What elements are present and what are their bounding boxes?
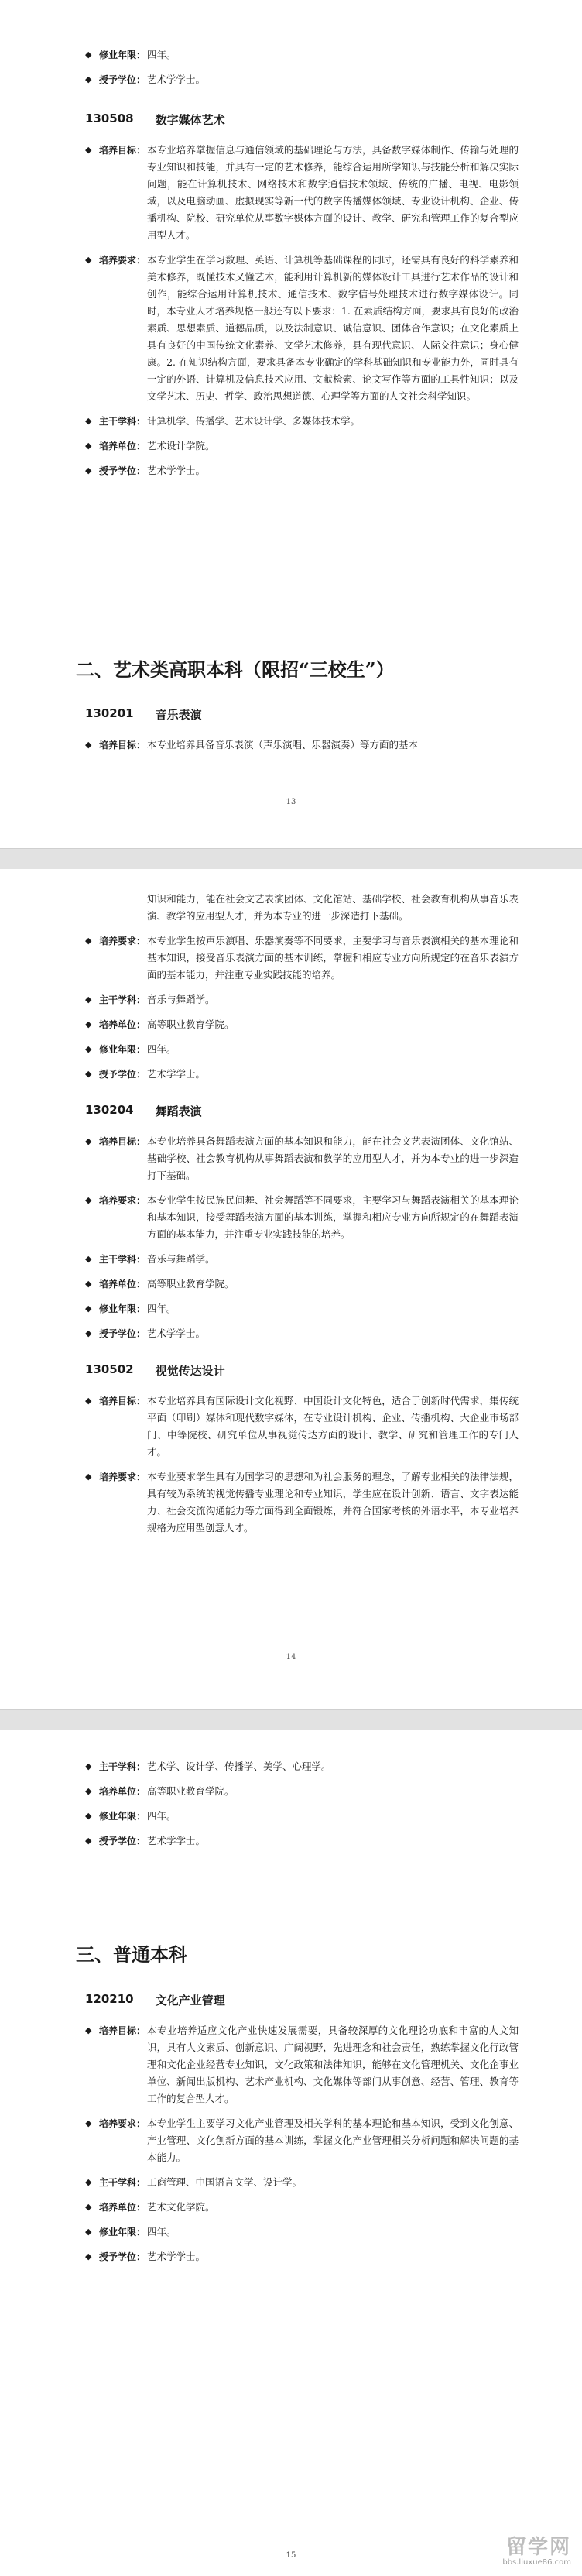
field-value: 本专业培养具有国际设计文化视野、中国设计文化特色，适合于创新时代需求，集传统平面（印刷）媒体和现代数字媒体，在专业设计机构、企业、传播机构、大企业市场部门、中等院校、研究单位从事视觉传达方面的设计、教学、研究和管理工作的专门人才。 [147, 1395, 519, 1458]
field-label: 修业年限： [99, 1811, 146, 1822]
bullet-icon: ◆ [85, 416, 92, 426]
bullet-icon: ◆ [85, 1396, 92, 1406]
major-code: 130502 [85, 1362, 134, 1376]
field-row [85, 413, 519, 430]
field-label: 主干学科： [99, 2177, 146, 2188]
field-row [85, 1758, 519, 1775]
watermark-logo [455, 2533, 571, 2571]
field-value: 四年。 [147, 1810, 176, 1822]
field-row [85, 2248, 519, 2265]
field-label: 培养目标： [99, 1136, 146, 1147]
bullet-icon: ◆ [85, 994, 92, 1005]
bullet-icon: ◆ [85, 2118, 92, 2128]
bullet-icon: ◆ [85, 145, 92, 155]
field-row [85, 1808, 519, 1825]
field-value: 高等职业教育学院。 [147, 1785, 235, 1797]
field-label: 培养要求： [99, 255, 146, 266]
field-label: 授予学位： [99, 1069, 146, 1080]
field-label: 修业年限： [99, 50, 146, 60]
page-number: 14 [286, 1653, 296, 1661]
bullet-icon: ◆ [85, 2177, 92, 2187]
page-14-body [85, 891, 519, 1544]
bullet-icon: ◆ [85, 1195, 92, 1205]
field-label: 培养单位： [99, 1279, 146, 1290]
field-value: 艺术学学士。 [147, 74, 206, 85]
bullet-icon: ◆ [85, 1069, 92, 1079]
field-label: 主干学科： [99, 416, 146, 427]
section-title: 三、普通本科 [76, 1943, 187, 1966]
bullet-icon: ◆ [85, 441, 92, 451]
field-value: 本专业培养适应文化产业快速发展需要，具备较深厚的文化理论功底和丰富的人文知识，具有人文素质、创新意识、广阔视野，先进理念和社会责任，熟练掌握文化行政管理和文化企业经营专业知识，文化政策和法律知识，能够在文化管理机关、文化企事业单位、新闻出版机构、艺术产业机构、文化媒体等部门从事创意、经营、管理、教育等工作的复合型人才。 [147, 2025, 519, 2104]
field-row [85, 737, 519, 754]
field-label: 修业年限： [99, 1044, 146, 1055]
major-name: 视觉传达设计 [155, 1364, 225, 1378]
major-name: 数字媒体艺术 [155, 113, 225, 127]
field-label: 授予学位： [99, 465, 146, 476]
field-label: 培养要求： [99, 1472, 146, 1482]
major-name: 音乐表演 [155, 708, 202, 722]
field-row [85, 1016, 519, 1033]
bullet-icon: ◆ [85, 2251, 92, 2262]
field-value: 四年。 [147, 1043, 176, 1055]
bullet-icon: ◆ [85, 1019, 92, 1029]
major-name: 舞蹈表演 [155, 1104, 202, 1118]
field-value: 艺术学学士。 [147, 1327, 206, 1339]
field-row [85, 1133, 519, 1184]
field-value: 艺术学学士。 [147, 1835, 206, 1846]
field-label: 培养目标： [99, 740, 146, 750]
page-separator [0, 1709, 582, 1731]
bullet-icon: ◆ [85, 936, 92, 946]
bullet-icon: ◆ [85, 740, 92, 750]
bullet-icon: ◆ [85, 1044, 92, 1054]
field-value: 高等职业教育学院。 [147, 1278, 235, 1290]
field-label: 授予学位： [99, 1328, 146, 1339]
field-value: 本专业要求学生具有为国学习的思想和为社会服务的理念，了解专业相关的法律法规，具有较为系统的视觉传播专业理论和专业知识，学生应在设计创新、语言、文字表达能力、社会交流沟通能力等方面得到全面锻炼，并符合国家考核的外语水平，本专业培养规格为应用型创意人才。 [147, 1471, 519, 1534]
field-label: 培养单位： [99, 2202, 146, 2213]
field-label: 培养要求： [99, 936, 146, 946]
field-row [85, 1276, 519, 1293]
bullet-icon: ◆ [85, 1811, 92, 1821]
field-label: 培养目标： [99, 1396, 146, 1406]
field-row [85, 1832, 519, 1850]
bullet-icon: ◆ [85, 1303, 92, 1314]
field-value: 四年。 [147, 1303, 176, 1314]
bullet-icon: ◆ [85, 2227, 92, 2237]
bullet-icon: ◆ [85, 1786, 92, 1796]
field-row [85, 1783, 519, 1800]
field-value: 计算机学、传播学、艺术设计学、多媒体技术学。 [147, 415, 361, 427]
major-code: 130201 [85, 706, 134, 720]
section-title: 二、艺术类高职本科（限招“三校生”） [76, 658, 395, 681]
field-value: 艺术学学士。 [147, 465, 206, 476]
field-row [85, 933, 519, 984]
bullet-icon: ◆ [85, 1472, 92, 1482]
document-page-15 [0, 1730, 582, 2576]
field-value-continuation: 知识和能力，能在社会文艺表演团体、文化馆站、基础学校、社会教育机构从事音乐表演、教学的应用型人才，并为本专业的进一步深造打下基础。 [147, 893, 519, 922]
field-label: 培养单位： [99, 1019, 146, 1030]
major-heading [85, 112, 519, 128]
bullet-icon: ◆ [85, 1279, 92, 1289]
field-row [85, 1066, 519, 1083]
bullet-icon: ◆ [85, 1328, 92, 1338]
field-row [85, 2174, 519, 2191]
major-code: 130508 [85, 112, 134, 125]
bullet-icon: ◆ [85, 1136, 92, 1146]
field-row [85, 1468, 519, 1537]
field-row [85, 71, 519, 88]
field-value: 本专业学生在学习数理、英语、计算机等基础课程的同时，还需具有良好的科学素养和美术修养，既懂技术又懂艺术，能利用计算机新的媒体设计工具进行艺术作品的设计和创作，能综合运用计算机技术、通信技术、数字信号处理技术进行数字媒体设计。同时，本专业人才培养规格一般还有以下要求：1. 在素质结构方面，要求具有良好的政治素质、思想素质、道德品质，以及法制意识、诚信意识、团体合作意识；在文化素质上具有良好的中国传统文化素养、文学艺术修养，具有现代意识、人际交往意识；身心健康。2. 在知识结构方面，要求具备本专业确定的学科基础知识和专业能力外，同时具有一定的外语、计算机及信息技术应用、文献检索、论文写作等方面的工具性知识；以及文学艺术、历史、哲学、政治思想道德、心理学等方面的人文社会科学知识。 [147, 254, 519, 402]
field-row [85, 1300, 519, 1317]
field-row [85, 46, 519, 64]
field-row [85, 891, 519, 925]
major-heading [85, 1992, 519, 2008]
major-heading [85, 706, 519, 723]
field-value: 本专业培养具备舞蹈表演方面的基本知识和能力，能在社会文艺表演团体、文化馆站、基础学校、社会教育机构从事舞蹈表演和教学的应用型人才，并为本专业的进一步深造打下基础。 [147, 1135, 519, 1181]
field-value: 本专业学生主要学习文化产业管理及相关学科的基本理论和基本知识，受到文化创意、产业管理、文化创新方面的基本训练，掌握文化产业管理相关分析问题和解决问题的基本能力。 [147, 2117, 519, 2163]
page-number: 13 [286, 798, 296, 806]
field-value: 艺术学、设计学、传播学、美学、心理学。 [147, 1760, 331, 1772]
field-value: 四年。 [147, 49, 176, 60]
field-label: 授予学位： [99, 1836, 146, 1846]
field-value: 工商管理、中国语言文学、设计学。 [147, 2176, 303, 2188]
field-row [85, 438, 519, 455]
bullet-icon: ◆ [85, 1836, 92, 1846]
field-label: 主干学科： [99, 1761, 146, 1772]
field-value: 本专业培养掌握信息与通信领域的基础理论与方法，具备数字媒体制作、传输与处理的专业知识和技能，并具有一定的艺术修养，能综合运用所学知识与技能分析和解决实际问题，能在计算机技术、网络技术和数字通信技术领域、传统的广播、电视、电影领域，以及电脑动画、虚拟现实等新一代的数字传播媒体领域、专业设计机构、企业、传播机构、院校、研究单位从事数字媒体方面的设计、教学、研究和管理工作的复合型应用型人才。 [147, 144, 519, 241]
document-page-13 [0, 0, 582, 848]
field-row [85, 1325, 519, 1342]
bullet-icon: ◆ [85, 74, 92, 84]
field-label: 主干学科： [99, 994, 146, 1005]
field-label: 培养单位： [99, 441, 146, 452]
field-row [85, 1251, 519, 1268]
field-row [85, 991, 519, 1008]
page-separator [0, 848, 582, 870]
field-row [85, 2224, 519, 2241]
field-value: 音乐与舞蹈学。 [147, 994, 215, 1005]
field-value: 高等职业教育学院。 [147, 1018, 235, 1030]
field-row [85, 1393, 519, 1461]
major-code: 120210 [85, 1992, 134, 2006]
field-value: 本专业学生按民族民间舞、社会舞蹈等不同要求，主要学习与舞蹈表演相关的基本理论和基本知识，接受舞蹈表演方面的基本训练，掌握和相应专业方向所规定的在舞蹈表演方面的基本能力，并注重专业实践技能的培养。 [147, 1194, 519, 1240]
field-row [85, 2199, 519, 2216]
field-value: 艺术学学士。 [147, 2251, 206, 2262]
field-label: 培养要求： [99, 2118, 146, 2129]
field-value: 本专业培养具备音乐表演（声乐演唱、乐器演奏）等方面的基本 [147, 739, 419, 750]
watermark-url: bbs.liuxue86.com [502, 2558, 571, 2567]
field-value: 四年。 [147, 2226, 176, 2238]
field-value: 本专业学生按声乐演唱、乐器演奏等不同要求，主要学习与音乐表演相关的基本理论和基本知识，接受音乐表演方面的基本训练，掌握和相应专业方向所规定的在音乐表演方面的基本能力，并注重专业实践技能的培养。 [147, 935, 519, 981]
field-row [85, 252, 519, 405]
bullet-icon: ◆ [85, 50, 92, 60]
field-row [85, 1192, 519, 1243]
page-15-body-2 [85, 1992, 519, 2273]
bullet-icon: ◆ [85, 1761, 92, 1771]
field-value: 艺术文化学院。 [147, 2201, 215, 2213]
field-label: 培养单位： [99, 1786, 146, 1797]
page-15-body [85, 1758, 519, 1857]
field-row [85, 2115, 519, 2166]
field-row [85, 462, 519, 479]
watermark-logo-text: 留学网 [505, 2536, 571, 2559]
field-value: 音乐与舞蹈学。 [147, 1253, 215, 1265]
field-label: 培养要求： [99, 1195, 146, 1206]
major-name: 文化产业管理 [155, 1994, 225, 2008]
document-page-14 [0, 869, 582, 1709]
bullet-icon: ◆ [85, 2202, 92, 2212]
field-label: 授予学位： [99, 74, 146, 85]
major-heading [85, 1362, 519, 1379]
field-row [85, 142, 519, 244]
page-number: 15 [286, 2551, 296, 2560]
field-label: 修业年限： [99, 1303, 146, 1314]
bullet-icon: ◆ [85, 465, 92, 476]
bullet-icon: ◆ [85, 1254, 92, 1264]
field-value: 艺术学学士。 [147, 1068, 206, 1080]
field-label: 培养目标： [99, 2025, 146, 2036]
field-value: 艺术设计学院。 [147, 440, 215, 452]
field-label: 修业年限： [99, 2227, 146, 2238]
field-label: 主干学科： [99, 1254, 146, 1265]
field-row [85, 1041, 519, 1058]
major-heading [85, 1103, 519, 1119]
field-label: 授予学位： [99, 2251, 146, 2262]
page-13-body-2 [85, 706, 519, 761]
page-13-body [85, 46, 519, 487]
bullet-icon: ◆ [85, 255, 92, 265]
bullet-icon: ◆ [85, 2025, 92, 2035]
field-row [85, 2022, 519, 2107]
field-label: 培养目标： [99, 145, 146, 156]
major-code: 130204 [85, 1103, 134, 1117]
